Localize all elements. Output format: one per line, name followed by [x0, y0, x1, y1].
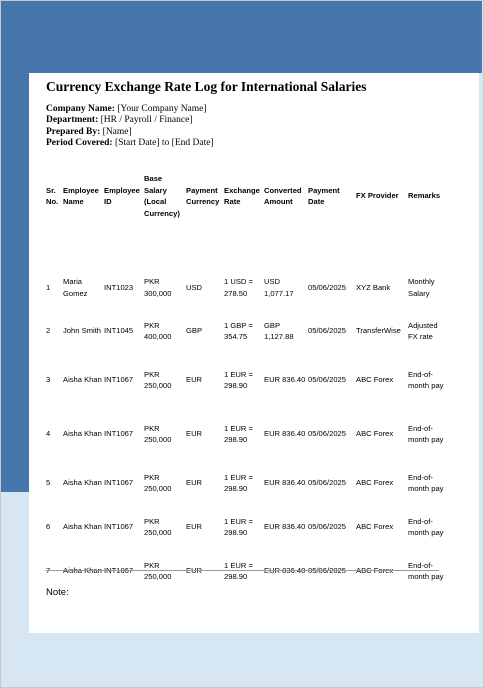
cell-base-salary: PKR 250,000 [144, 423, 172, 444]
col-header-converted-amount: Converted Amount [264, 185, 302, 206]
cell-payment-currency: USD [186, 282, 203, 292]
cell-exchange-rate: 1 EUR = 298.90 [224, 560, 253, 581]
table-row [45, 549, 447, 593]
document-meta [46, 104, 214, 149]
cell-converted-amount: USD 1,077.17 [264, 277, 294, 298]
cell-payment-date: 05/06/2025 [308, 282, 347, 292]
meta-value: [Your Company Name] [117, 104, 207, 114]
cell-employee-name: Aisha Khan [63, 429, 102, 439]
cell-converted-amount: GBP 1,127.88 [264, 320, 294, 341]
cell-fx-provider: ABC Forex [356, 566, 394, 576]
meta-colon: : [111, 104, 115, 114]
cell-converted-amount: EUR 836.40 [264, 429, 306, 439]
cell-sr-no: 1 [46, 282, 51, 292]
meta-colon: : [95, 115, 99, 126]
cell-exchange-rate: 1 EUR = 298.90 [224, 472, 253, 493]
cell-payment-currency: EUR [186, 522, 203, 532]
spacer [45, 223, 447, 266]
page-title: Currency Exchange Rate Log for International Salaries [46, 79, 367, 94]
cell-employee-id: INT1023 [104, 282, 134, 292]
cell-sr-no: 5 [46, 478, 51, 488]
cell-sr-no: 4 [46, 429, 51, 439]
meta-colon: : [97, 126, 101, 137]
col-header-fx-provider: FX Provider [356, 191, 399, 201]
cell-exchange-rate: 1 USD = 278.50 [224, 277, 253, 298]
cell-employee-id: INT1067 [104, 566, 134, 576]
cell-exchange-rate: 1 EUR = 298.90 [224, 423, 253, 444]
cell-employee-id: INT1067 [104, 375, 134, 385]
cell-sr-no: 2 [46, 326, 51, 336]
table-row [45, 266, 447, 309]
meta-label: Prepared By [46, 126, 98, 137]
table-row [45, 461, 447, 505]
cell-employee-name: Maria Gomez [63, 277, 88, 298]
document-page [29, 73, 479, 633]
cell-base-salary: PKR 300,000 [144, 277, 172, 298]
cell-remarks: End-of-month pay [408, 369, 444, 390]
meta-label: Company Name [46, 104, 112, 114]
cell-converted-amount: EUR 836.40 [264, 566, 306, 576]
cell-exchange-rate: 1 EUR = 298.90 [224, 369, 253, 390]
cell-sr-no: 6 [46, 522, 51, 532]
meta-department [46, 115, 214, 126]
cell-fx-provider: ABC Forex [356, 429, 394, 439]
cell-employee-id: INT1067 [104, 429, 134, 439]
note-label: Note: [46, 587, 69, 598]
col-header-remarks: Remarks [408, 191, 441, 201]
cell-payment-date: 05/06/2025 [308, 566, 347, 576]
cell-payment-date: 05/06/2025 [308, 429, 347, 439]
cell-payment-currency: GBP [186, 326, 203, 336]
cell-payment-currency: EUR [186, 375, 203, 385]
cell-employee-id: INT1067 [104, 522, 134, 532]
cell-exchange-rate: 1 EUR = 298.90 [224, 516, 253, 537]
cell-fx-provider: XYZ Bank [356, 282, 391, 292]
meta-value: [Name] [102, 126, 132, 137]
cell-payment-date: 05/06/2025 [308, 375, 347, 385]
meta-label: Department [46, 115, 96, 126]
cell-employee-name: John Smith [63, 326, 101, 336]
table-row [45, 505, 447, 549]
cell-remarks: End-of-month pay [408, 516, 444, 537]
cell-payment-currency: EUR [186, 478, 203, 488]
cell-converted-amount: EUR 836.40 [264, 522, 306, 532]
cell-employee-name: Aisha Khan [63, 522, 102, 532]
cell-payment-date: 05/06/2025 [308, 522, 347, 532]
cell-base-salary: PKR 250,000 [144, 560, 172, 581]
table-row [45, 309, 447, 353]
cell-converted-amount: EUR 836.40 [264, 375, 306, 385]
cell-payment-date: 05/06/2025 [308, 326, 347, 336]
cell-remarks: End-of-month pay [408, 472, 444, 493]
meta-prepared-by [46, 127, 214, 138]
col-header-employee-id: Employee ID [104, 185, 140, 206]
col-header-sr-no: Sr. No. [46, 185, 59, 206]
cell-base-salary: PKR 250,000 [144, 472, 172, 493]
cell-sr-no: 3 [46, 375, 51, 385]
col-header-employee-name: Employee Name [63, 185, 99, 206]
cell-fx-provider: ABC Forex [356, 375, 394, 385]
col-header-payment-date: Payment Date [308, 185, 340, 206]
cell-remarks: End-of-month pay [408, 423, 444, 444]
cell-employee-name: Aisha Khan [63, 478, 102, 488]
meta-company [46, 104, 214, 115]
cell-base-salary: PKR 250,000 [144, 516, 172, 537]
cell-payment-currency: EUR [186, 566, 203, 576]
meta-label: Period Covered [46, 137, 110, 148]
cell-employee-name: Aisha Khan [63, 566, 102, 576]
meta-period [46, 138, 214, 149]
cell-remarks: Adjusted FX rate [408, 320, 438, 341]
cell-remarks: Monthly Salary [408, 277, 435, 298]
cell-payment-date: 05/06/2025 [308, 478, 347, 488]
cell-base-salary: PKR 400,000 [144, 320, 172, 341]
cell-fx-provider: ABC Forex [356, 522, 394, 532]
cell-fx-provider: ABC Forex [356, 478, 394, 488]
meta-value: [HR / Payroll / Finance] [100, 115, 193, 126]
cell-exchange-rate: 1 GBP = 354.75 [224, 320, 253, 341]
table-row [45, 407, 447, 461]
divider [46, 570, 439, 571]
cell-employee-id: INT1045 [104, 326, 134, 336]
meta-value: [Start Date] to [End Date] [114, 137, 214, 148]
cell-payment-currency: EUR [186, 429, 203, 439]
exchange-rate-table [45, 169, 447, 593]
cell-fx-provider: TransferWise [356, 326, 401, 336]
side-band [1, 72, 29, 492]
header-band [1, 1, 482, 73]
meta-colon: : [109, 137, 113, 148]
cell-converted-amount: EUR 836.40 [264, 478, 306, 488]
cell-employee-name: Aisha Khan [63, 375, 102, 385]
table-header-row [45, 169, 447, 223]
cell-employee-id: INT1067 [104, 478, 134, 488]
col-header-exchange-rate: Exchange Rate [224, 185, 260, 206]
cell-sr-no: 7 [46, 566, 51, 576]
cell-base-salary: PKR 250,000 [144, 369, 172, 390]
col-header-payment-currency: Payment Currency [186, 185, 220, 206]
table-row [45, 353, 447, 407]
col-header-base-salary: Base Salary (Local Currency) [144, 174, 180, 218]
cell-remarks: End-of-month pay [408, 560, 444, 581]
